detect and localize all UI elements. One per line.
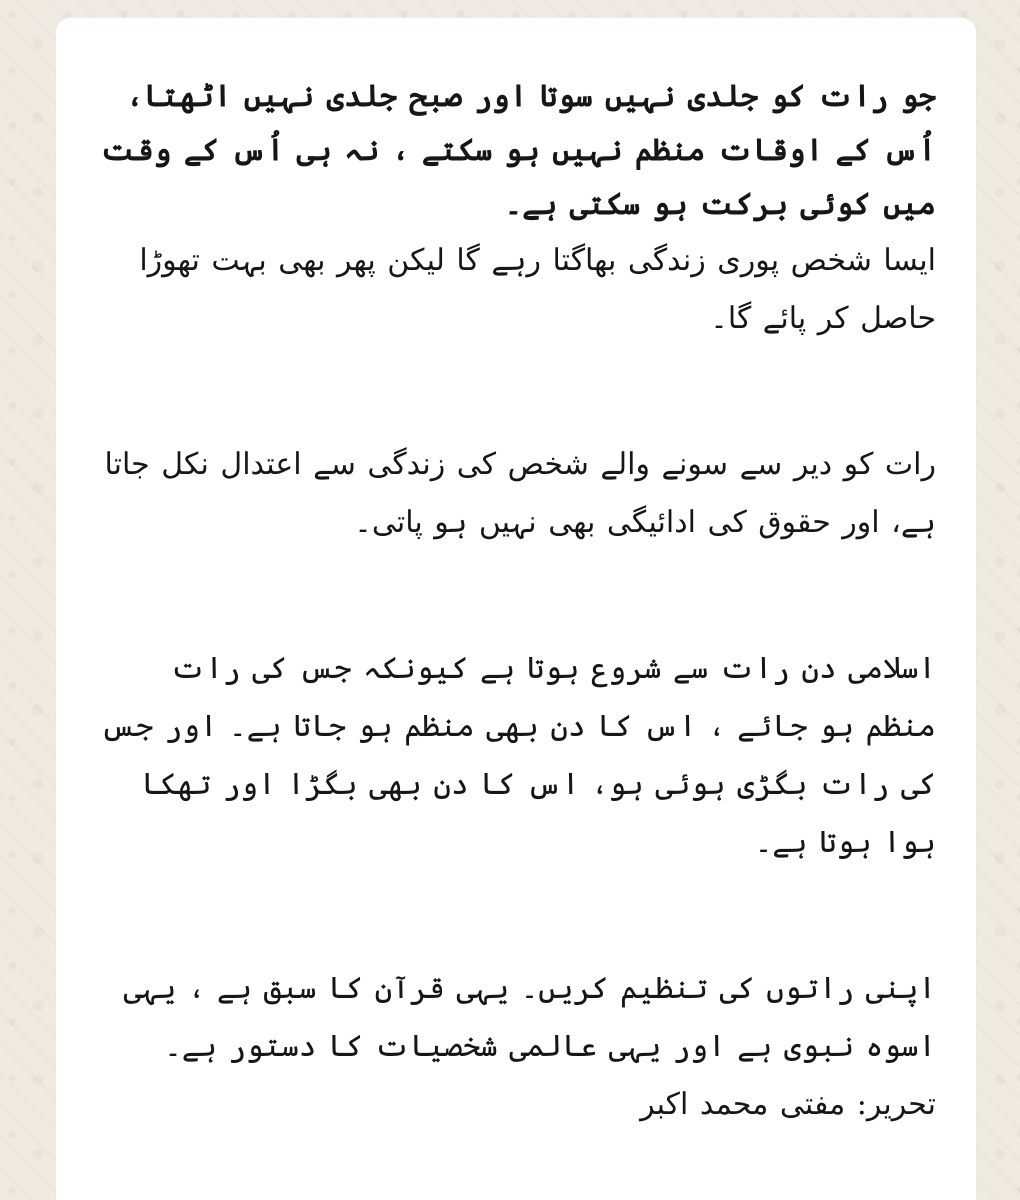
author-signature: تحریر: مفتی محمد اکبر xyxy=(640,1087,936,1122)
message-paragraph-3: رات کو دیر سے سونے والے شخص کی زندگی سے اعتدال نکل جاتا ہے، اور حقوق کی ادائیگی بھی نہیں ہو پاتی۔ xyxy=(104,447,936,540)
message-paragraph-5: اپنی راتوں کی تنظیم کریں۔ یہی قرآن کا سبق ہے ، یہی اسوہ نبوی ہے اور یہی عالمی شخصیات کا دستور ہے۔ xyxy=(123,971,936,1064)
message-content xyxy=(56,18,976,1134)
message-bubble[interactable] xyxy=(56,18,976,1200)
message-paragraph-1: جو رات کو جلدی نہیں سوتا اور صبح جلدی نہیں اٹھتا، اُس کے اوقات منظم نہیں ہو سکتے ، نہ ہی اُس کے وقت میں کوئی برکت ہو سکتی ہے۔ xyxy=(101,79,936,222)
message-paragraph-2: ایسا شخص پوری زندگی بھاگتا رہے گا لیکن پھر بھی بہت تھوڑا حاصل کر پائے گا۔ xyxy=(139,243,936,336)
message-paragraph-4: اسلامی دن رات سے شروع ہوتا ہے کیونکہ جس کی رات منظم ہو جائے ، اس کا دن بھی منظم ہو جاتا ہے۔ اور جس کی رات بگڑی ہوئی ہو، اس کا دن بھی بگڑا اور تھکا ہوا ہوتا ہے۔ xyxy=(100,651,936,860)
